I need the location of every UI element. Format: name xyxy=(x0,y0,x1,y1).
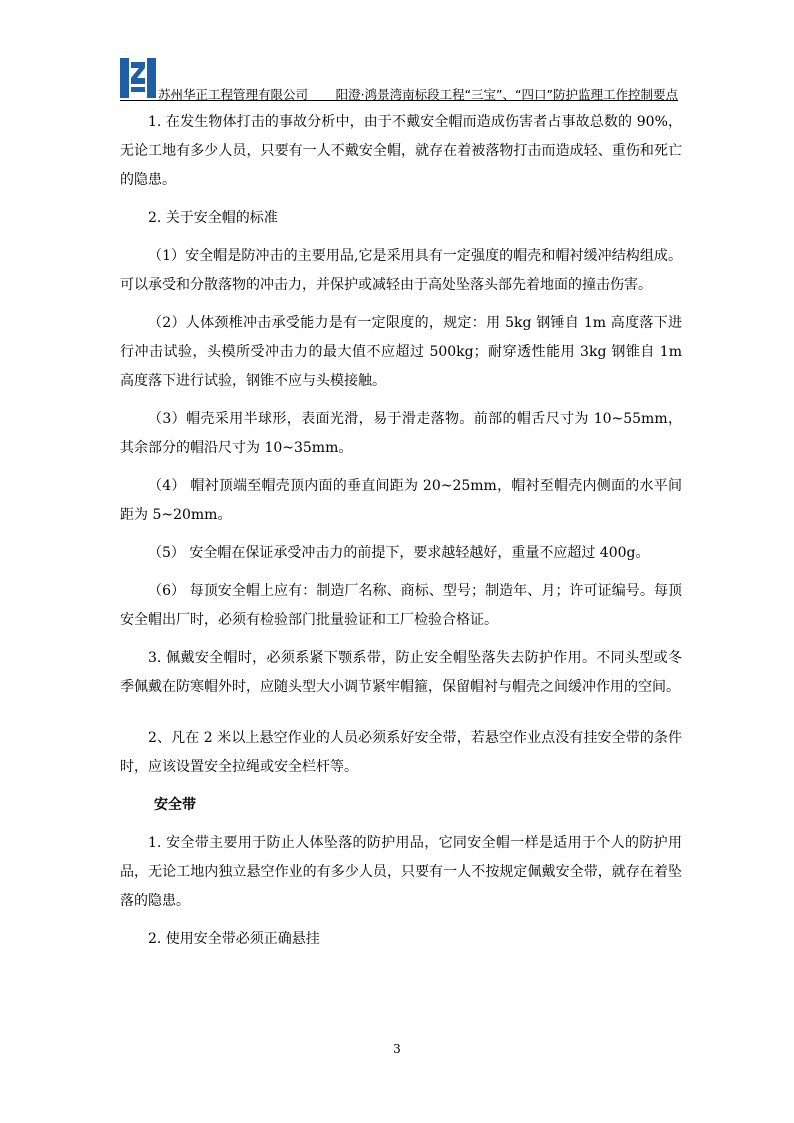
paragraph: （6） 每顶安全帽上应有：制造厂名称、商标、型号；制造年、月；许可证编号。每顶安全帽出厂时，必须有检验部门批量验证和工厂检验合格证。 xyxy=(120,583,682,628)
paragraph: 1. 在发生物体打击的事故分析中，由于不戴安全帽而造成伤害者占事故总数的 90%，无论工地有多少人员，只要有一人不戴安全帽，就存在着被落物打击而造成轻、重伤和死亡的隐患。 xyxy=(120,114,682,188)
page-number: 3 xyxy=(393,1042,401,1056)
paragraph: 2、凡在 2 米以上悬空作业的人员必须系好安全带，若悬空作业点没有挂安全带的条件时，应该设置安全拉绳或安全栏杆等。 xyxy=(120,730,682,775)
paragraph: （5） 安全帽在保证承受冲击力的前提下，要求越轻越好，重量不应超过 400g。 xyxy=(148,545,650,561)
document-body xyxy=(120,108,682,954)
paragraph: 1. 安全带主要用于防止人体坠落的防护用品，它同安全帽一样是适用于个人的防护用品，无论工地内独立悬空作业的有多少人员，只要有一人不按规定佩戴安全带，就存在着坠落的隐患。 xyxy=(120,835,682,909)
company-name: 苏州华正工程管理有限公司 xyxy=(158,87,309,102)
paragraph: （1）安全帽是防冲击的主要用品,它是采用具有一定强度的帽壳和帽衬缓冲结构组成。可以承受和分散落物的冲击力，并保护或减轻由于高处坠落头部先着地面的撞击伤害。 xyxy=(120,248,682,293)
page-header xyxy=(120,56,678,101)
paragraph: 2. 使用安全带必须正确悬挂 xyxy=(148,931,320,947)
paragraph: 2. 关于安全帽的标准 xyxy=(148,210,278,226)
paragraph: 3. 佩戴安全帽时，必须系紧下颚系带，防止安全帽坠落失去防护作用。不同头型或冬季佩戴在防寒帽外时，应随头型大小调节紧牢帽箍，保留帽衬与帽壳之间缓冲作用的空间。 xyxy=(120,650,682,695)
paragraph: （4） 帽衬顶端至帽壳顶内面的垂直间距为 20~25mm，帽衬至帽壳内侧面的水平间距为 5~20mm。 xyxy=(120,478,682,523)
project-title: 阳澄·鸿景湾南标段工程“三宝”、“四口”防护监理工作控制要点 xyxy=(335,87,678,102)
company-logo xyxy=(120,56,156,100)
paragraph: （2）人体颈椎冲击承受能力是有一定限度的，规定：用 5kg 钢锤自 1m 高度落下进行冲击试验，头模所受冲击力的最大值不应超过 500kg；耐穿透性能用 3kg 钢锥自 1m 高度落下进行试验，钢锥不应与头模接触。 xyxy=(120,315,682,389)
section-title: 安全带 xyxy=(154,797,196,813)
paragraph: （3）帽壳采用半球形，表面光滑，易于滑走落物。前部的帽舌尺寸为 10~55mm，其余部分的帽沿尺寸为 10~35mm。 xyxy=(120,411,682,456)
